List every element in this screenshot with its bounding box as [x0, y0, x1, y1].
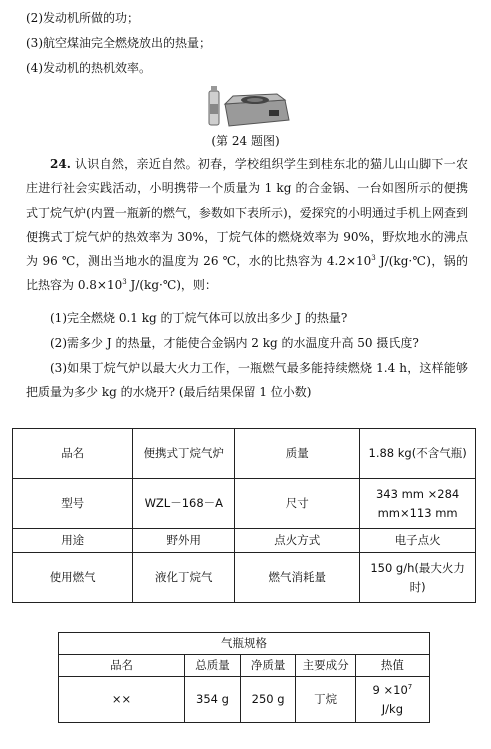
table-cell: 354 g	[185, 677, 241, 723]
table-cell: 丁烷	[296, 677, 355, 723]
table-header: 净质量	[240, 655, 296, 677]
table-cell: 便携式丁烷气炉	[133, 429, 235, 479]
table-row	[13, 479, 476, 529]
question-2: (2)发动机所做的功；	[26, 11, 139, 25]
table-row	[13, 553, 476, 603]
table-row	[59, 655, 430, 677]
table-cell: 1.88 kg(不含气瓶)	[360, 429, 476, 479]
table-row	[13, 529, 476, 553]
sub-question-1: (1)完全燃烧 0.1 kg 的丁烷气体可以放出多少 J 的热量?	[50, 311, 348, 325]
question-4: (4)发动机的热机效率。	[26, 61, 151, 75]
table-cell: 电子点火	[360, 529, 476, 553]
table-cell: 用途	[13, 529, 133, 553]
problem-text-a: 认识自然，亲近自然。初春，学校组织学生到桂东北的猫儿山山脚下一农庄进行社会实践活动，小明携带一个质量为 1 kg 的合金锅、一台如图所示的便携式丁烷气炉(内置一瓶新的燃气，参数如下表所示)，爱探究的小明通过手机上网查到便携式丁烷气炉的热效率为 30%，丁烷气体的燃烧效率为 90%，野炊地水的沸点为 96 ℃，测出当地水的温度为 26 ℃，水的比热容为 4.2×10	[26, 157, 468, 269]
table-row	[13, 429, 476, 479]
sub-question-2: (2)需多少 J 的热量，才能使合金锅内 2 kg 的水温度升高 50 摄氏度?	[50, 336, 419, 350]
table-row	[59, 677, 430, 723]
table-cell: 点火方式	[235, 529, 360, 553]
exponent-a: 3	[371, 254, 376, 263]
table-cell: 燃气消耗量	[235, 553, 360, 603]
table-cell: 型号	[13, 479, 133, 529]
table-title: 气瓶规格	[59, 633, 430, 655]
table-cell: 尺寸	[235, 479, 360, 529]
table-cell: 150 g/h(最大火力时)	[360, 553, 476, 603]
table-cell: 使用燃气	[13, 553, 133, 603]
table-cell: ××	[59, 677, 185, 723]
heat-value-cell	[355, 677, 429, 723]
table-header: 主要成分	[296, 655, 355, 677]
heat-value-unit: J/kg	[381, 701, 403, 716]
sub-question-3: (3)如果丁烷气炉以最大火力工作，一瓶燃气最多能持续燃烧 1.4 h，这样能够把质量为多少 kg 的水烧开? (最后结果保留 1 位小数)	[26, 361, 468, 400]
problem-text-c: J/(kg·℃)，则：	[126, 278, 217, 293]
table-header: 总质量	[185, 655, 241, 677]
figure-caption: (第 24 题图)	[211, 134, 280, 148]
table-cell: 野外用	[133, 529, 235, 553]
heat-value-exponent: 7	[407, 682, 413, 691]
table-cell: 液化丁烷气	[133, 553, 235, 603]
table-cell: WZL－168－A	[133, 479, 235, 529]
stove-spec-table	[12, 428, 476, 603]
table-cell: 343 mm ×284 mm×113 mm	[360, 479, 476, 529]
table-cell: 质量	[235, 429, 360, 479]
table-header: 品名	[59, 655, 185, 677]
table-cell: 品名	[13, 429, 133, 479]
problem-24-body	[26, 152, 468, 298]
gas-cylinder-spec-table	[58, 632, 430, 723]
heat-value-base: 9 ×10	[372, 682, 408, 697]
problem-number: 24.	[50, 157, 71, 171]
problem-text-b: J/(kg·℃)，锅的比热容为 0.8×10	[26, 254, 468, 293]
table-header: 热值	[355, 655, 429, 677]
question-3: (3)航空煤油完全燃烧放出的热量；	[26, 36, 211, 50]
exponent-b: 3	[122, 278, 127, 287]
gas-stove-figure	[207, 82, 291, 128]
table-row	[59, 633, 430, 655]
table-cell: 250 g	[240, 677, 296, 723]
